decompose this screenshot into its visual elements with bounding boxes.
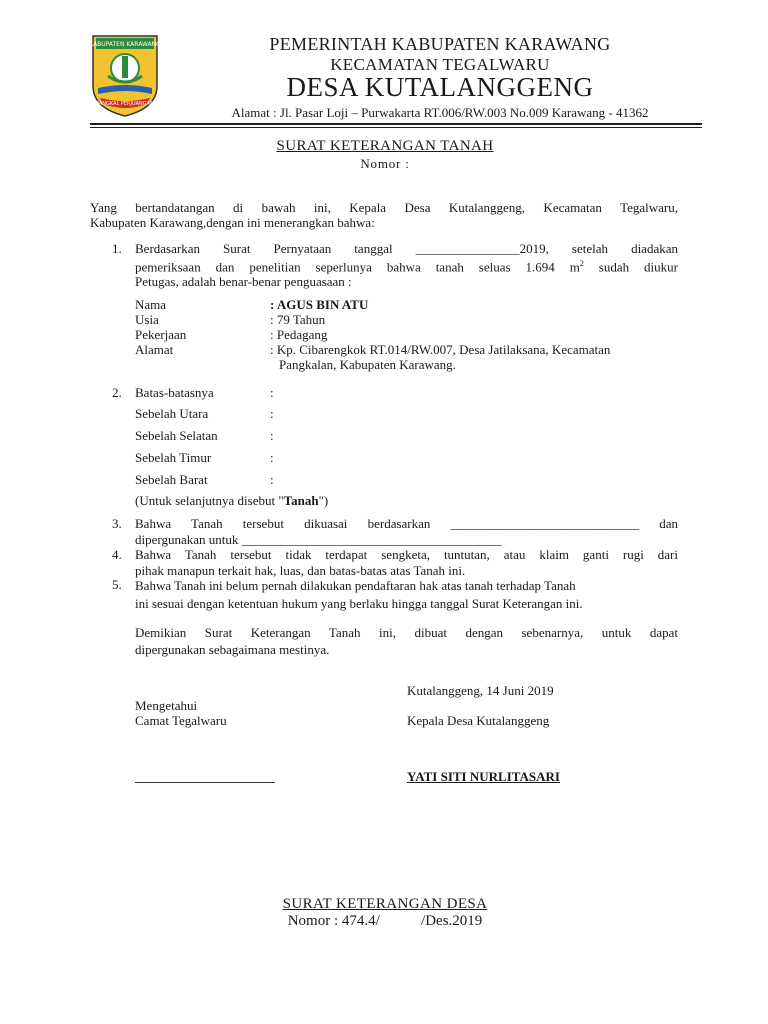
item-3-text	[135, 516, 678, 548]
item-4-line-2: pihak manapun terkait hak, luas, dan batas-batas atas Tanah ini.	[135, 563, 466, 578]
item-1-line-3: Petugas, adalah benar-benar penguasaan :	[135, 274, 352, 290]
holder-name-label: Nama	[135, 297, 167, 312]
item-1-line-2b: sudah diukur	[583, 259, 678, 275]
item-5-line-1: Bahwa Tanah ini belum pernah dilakukan pendaftaran hak atas tanah terhadap Tanah	[135, 578, 576, 593]
border-north-colon: :	[270, 406, 274, 421]
closing-line-2: dipergunakan sebagaimana mestinya.	[135, 642, 330, 657]
second-letter-title: SURAT KETERANGAN DESA	[282, 896, 488, 912]
letterhead-divider-thick	[90, 123, 702, 125]
item-number-3: 3.	[112, 516, 122, 531]
emblem-bottom-text: PANGKAL PERJUANGAN	[96, 101, 154, 107]
government-header: PEMERINTAH KABUPATEN KARAWANG	[269, 34, 611, 54]
item-5-text	[135, 577, 678, 613]
karawang-emblem-logo	[90, 32, 160, 118]
village-head-name: YATI SITI NURLITASARI	[407, 769, 560, 784]
letter-number: Nomor :	[360, 156, 410, 171]
place-and-date: Kutalanggeng, 14 Juni 2019	[407, 683, 554, 698]
item-5-line-2: ini sesuai dengan ketentuan hukum yang berlaku hingga tanggal Surat Keterangan ini.	[135, 596, 583, 611]
item-3-line-2: dipergunakan untuk ________________________________________	[135, 532, 502, 547]
emblem-shield-icon	[90, 32, 160, 118]
border-south-colon: :	[270, 428, 274, 443]
second-letter-number: Nomor : 474.4/ /Des.2019	[287, 913, 483, 929]
note-suffix: ")	[318, 493, 329, 508]
border-north-label: Sebelah Utara	[135, 406, 209, 421]
intro-paragraph	[90, 200, 678, 230]
holder-address-value-2: Pangkalan, Kabupaten Karawang.	[279, 357, 456, 372]
border-west-colon: :	[270, 472, 274, 487]
acknowledged-label: Mengetahui	[135, 698, 198, 713]
item-4-text	[135, 547, 678, 579]
village-head-title: Kepala Desa Kutalanggeng	[407, 713, 550, 728]
item-4-line-1: Bahwa Tanah tersebut tidak terdapat sengketa, tuntutan, atau klaim ganti rugi dari	[135, 547, 678, 562]
note-bold-term: Tanah	[283, 493, 319, 508]
area-unit-superscript: 2	[579, 259, 584, 268]
item-1-text	[135, 241, 678, 289]
border-east-label: Sebelah Timur	[135, 450, 212, 465]
item-1-line-2a: pemeriksaan dan penelitian seperlunya bahwa tanah seluas 1.694 m	[135, 259, 580, 275]
holder-age-value: : 79 Tahun	[270, 312, 326, 327]
holder-address-value-1: : Kp. Cibarengkok RT.014/RW.007, Desa Jatilaksana, Kecamatan	[270, 342, 611, 357]
item-number-2: 2.	[112, 385, 122, 400]
closing-paragraph	[135, 624, 678, 658]
item-3-line-1: Bahwa Tanah tersebut dikuasai berdasarkan _____________________________ dan	[135, 516, 678, 531]
holder-address-label: Alamat	[135, 342, 174, 357]
border-east-colon: :	[270, 450, 274, 465]
intro-line-1: Yang bertandatangan di bawah ini, Kepala Desa Kutalanggeng, Kecamatan Tegalwaru,	[90, 200, 678, 215]
village-address: Alamat : Jl. Pasar Loji – Purwakarta RT.006/RW.003 No.009 Karawang - 41362	[231, 105, 649, 120]
note-prefix: (Untuk selanjutnya disebut "	[135, 493, 284, 508]
borders-heading-colon: :	[270, 385, 274, 400]
item-number-4: 4.	[112, 547, 122, 562]
holder-job-value: : Pedagang	[270, 327, 328, 342]
borders-heading: Batas-batasnya	[135, 385, 214, 400]
border-south-label: Sebelah Selatan	[135, 428, 218, 443]
holder-name-value: : AGUS BIN ATU	[270, 297, 369, 312]
village-header: DESA KUTALANGGENG	[286, 72, 594, 102]
subdistrict-head-title: Camat Tegalwaru	[135, 713, 227, 728]
item-number-1: 1.	[112, 241, 122, 256]
item-1-line-1: Berdasarkan Surat Pernyataan tanggal ________________2019, setelah diadakan	[135, 241, 678, 256]
subdistrict-head-signature-line	[135, 782, 275, 783]
letter-title: SURAT KETERANGAN TANAH	[276, 138, 494, 154]
intro-line-2: Kabupaten Karawang,dengan ini menerangkan bahwa:	[90, 215, 375, 230]
closing-line-1: Demikian Surat Keterangan Tanah ini, dibuat dengan sebenarnya, untuk dapat	[135, 625, 678, 640]
border-west-label: Sebelah Barat	[135, 472, 208, 487]
holder-age-label: Usia	[135, 312, 159, 327]
district-header: KECAMATAN TEGALWARU	[330, 55, 550, 74]
item-number-5: 5.	[112, 577, 122, 592]
item-1-line-2	[135, 256, 678, 274]
emblem-top-text: KABUPATEN KARAWANG	[90, 41, 160, 48]
holder-job-label: Pekerjaan	[135, 327, 187, 342]
letterhead-divider-thin	[90, 127, 702, 128]
land-definition-note	[135, 493, 328, 509]
